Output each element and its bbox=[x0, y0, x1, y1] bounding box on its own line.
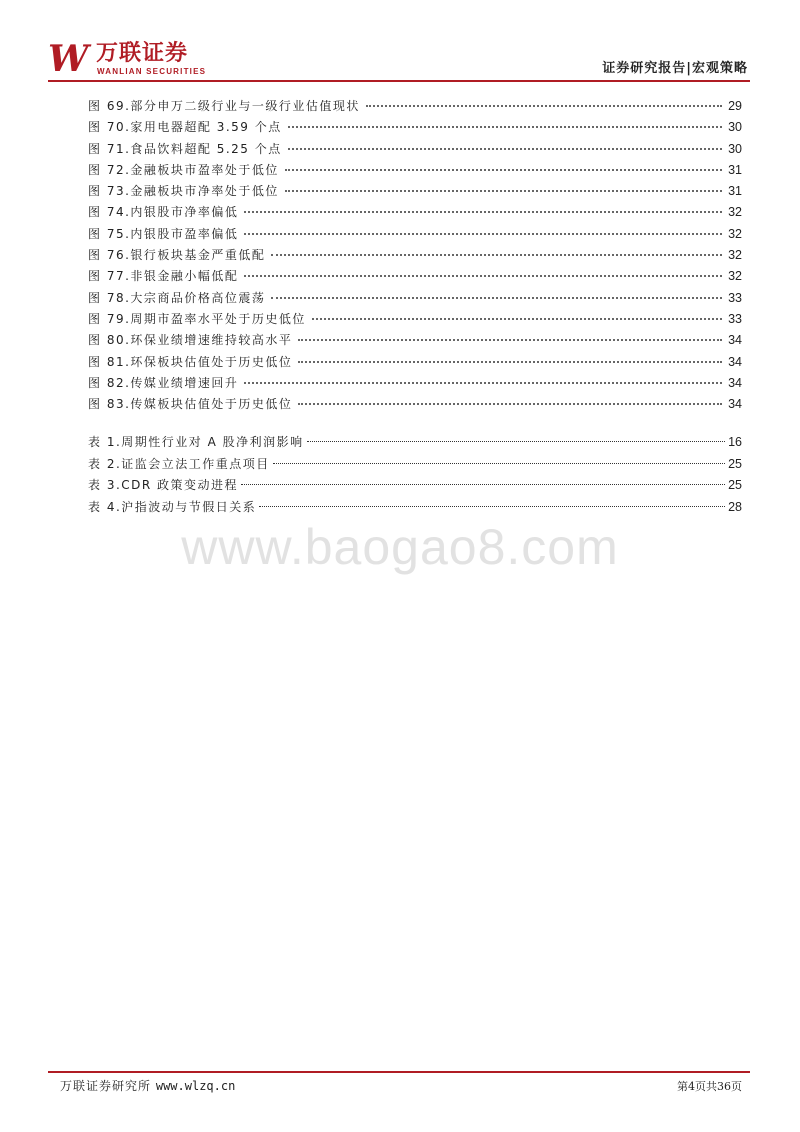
figure-entry-label: 图 80.环保业绩增速维持较高水平 bbox=[88, 333, 293, 348]
dot-leader bbox=[271, 253, 722, 256]
figure-entry[interactable] bbox=[88, 139, 742, 160]
figure-entry-page: 32 bbox=[728, 205, 742, 220]
dot-leader bbox=[285, 189, 722, 192]
dot-leader bbox=[271, 296, 722, 299]
figure-entry-page: 30 bbox=[728, 120, 742, 135]
dot-leader bbox=[307, 440, 725, 442]
dot-leader bbox=[366, 104, 722, 107]
figure-entry-page: 33 bbox=[728, 290, 742, 305]
footer-divider bbox=[48, 1071, 750, 1073]
dot-leader bbox=[273, 462, 725, 464]
table-entry-page: 16 bbox=[728, 435, 742, 449]
table-entry[interactable] bbox=[88, 432, 742, 454]
figure-entry-label: 图 72.金融板块市盈率处于低位 bbox=[88, 162, 279, 177]
table-entry-page: 28 bbox=[728, 499, 742, 514]
figure-entry[interactable] bbox=[88, 224, 742, 245]
figure-entry-label: 图 82.传媒业绩增速回升 bbox=[88, 375, 239, 390]
dot-leader bbox=[298, 338, 722, 341]
dot-leader bbox=[259, 505, 725, 507]
table-entry-label: 表 2.证监会立法工作重点项目 bbox=[88, 456, 270, 471]
table-entry[interactable] bbox=[88, 454, 742, 476]
figure-entry-page: 32 bbox=[728, 269, 742, 284]
figure-entry[interactable] bbox=[88, 352, 742, 373]
footer-org bbox=[60, 1077, 235, 1094]
footer-page-info: 第4页共36页 bbox=[677, 1080, 742, 1093]
dot-leader bbox=[244, 381, 722, 384]
table-entry-label: 表 4.沪指波动与节假日关系 bbox=[88, 499, 257, 514]
dot-leader bbox=[285, 168, 722, 171]
dot-leader bbox=[244, 274, 722, 277]
figure-entry[interactable] bbox=[88, 245, 742, 266]
figure-entry[interactable] bbox=[88, 117, 742, 138]
figure-entry-page: 31 bbox=[728, 184, 742, 199]
figure-entry-page: 31 bbox=[728, 162, 742, 177]
figure-entry-label: 图 78.大宗商品价格高位震荡 bbox=[88, 290, 266, 305]
logo-chinese-name: 万联证券 bbox=[96, 41, 189, 66]
figure-entry-page: 34 bbox=[728, 397, 742, 412]
table-entry-label: 表 1.周期性行业对 A 股净利润影响 bbox=[88, 435, 304, 449]
figure-entry-label: 图 69.部分申万二级行业与一级行业估值现状 bbox=[88, 99, 360, 113]
figure-entry-page: 34 bbox=[728, 333, 742, 348]
figure-entry-page: 34 bbox=[728, 354, 742, 369]
header-divider bbox=[48, 80, 750, 82]
figure-entry-page: 30 bbox=[728, 141, 742, 156]
figure-entry[interactable] bbox=[88, 181, 742, 202]
figure-entry-label: 图 77.非银金融小幅低配 bbox=[88, 269, 239, 284]
dot-leader bbox=[298, 360, 722, 363]
figure-entry[interactable] bbox=[88, 330, 742, 351]
dot-leader bbox=[241, 483, 725, 485]
footer-url[interactable]: www.wlzq.cn bbox=[155, 1079, 236, 1093]
figure-entry[interactable] bbox=[88, 288, 742, 309]
figure-entry[interactable] bbox=[88, 202, 742, 223]
figure-entry-page: 29 bbox=[728, 99, 742, 113]
watermark: www.baogao8.com bbox=[181, 519, 619, 575]
table-entry-page: 25 bbox=[728, 478, 742, 492]
table-entry[interactable] bbox=[88, 497, 742, 519]
figure-entry-label: 图 74.内银股市净率偏低 bbox=[88, 205, 239, 220]
table-list bbox=[88, 432, 742, 518]
logo-english-name: WANLIAN SECURITIES bbox=[97, 67, 207, 76]
figure-entry-label: 图 70.家用电器超配 3.59 个点 bbox=[88, 120, 282, 135]
figure-entry-page: 34 bbox=[728, 375, 742, 390]
figure-list bbox=[88, 96, 742, 415]
dot-leader bbox=[288, 125, 722, 128]
figure-entry[interactable] bbox=[88, 394, 742, 415]
dot-leader bbox=[244, 232, 722, 235]
footer-org-name: 万联证券研究所 bbox=[60, 1079, 152, 1093]
report-type: 证券研究报告|宏观策略 bbox=[602, 61, 748, 76]
figure-entry-page: 32 bbox=[728, 248, 742, 263]
figure-entry[interactable] bbox=[88, 373, 742, 394]
figure-entry-page: 32 bbox=[728, 226, 742, 241]
figure-entry-page: 33 bbox=[728, 311, 742, 326]
table-entry[interactable] bbox=[88, 475, 742, 497]
dot-leader bbox=[288, 147, 722, 150]
figure-entry-label: 图 71.食品饮料超配 5.25 个点 bbox=[88, 141, 282, 156]
figure-entry-label: 图 76.银行板块基金严重低配 bbox=[88, 248, 266, 263]
figure-entry-label: 图 79.周期市盈率水平处于历史低位 bbox=[88, 311, 306, 326]
figure-entry-label: 图 81.环保板块估值处于历史低位 bbox=[88, 354, 293, 369]
dot-leader bbox=[312, 317, 722, 320]
figure-entry-label: 图 73.金融板块市净率处于低位 bbox=[88, 184, 279, 199]
dot-leader bbox=[244, 210, 722, 213]
figure-entry-label: 图 83.传媒板块估值处于历史低位 bbox=[88, 397, 293, 412]
figure-entry[interactable] bbox=[88, 96, 742, 117]
page-header bbox=[48, 40, 750, 80]
table-entry-page: 25 bbox=[728, 456, 742, 471]
figure-entry-label: 图 75.内银股市盈率偏低 bbox=[88, 226, 239, 241]
logo-w-icon: W bbox=[48, 38, 83, 80]
figure-entry[interactable] bbox=[88, 160, 742, 181]
figure-entry[interactable] bbox=[88, 309, 742, 330]
figure-entry[interactable] bbox=[88, 266, 742, 287]
dot-leader bbox=[298, 402, 722, 405]
table-entry-label: 表 3.CDR 政策变动进程 bbox=[88, 478, 239, 492]
